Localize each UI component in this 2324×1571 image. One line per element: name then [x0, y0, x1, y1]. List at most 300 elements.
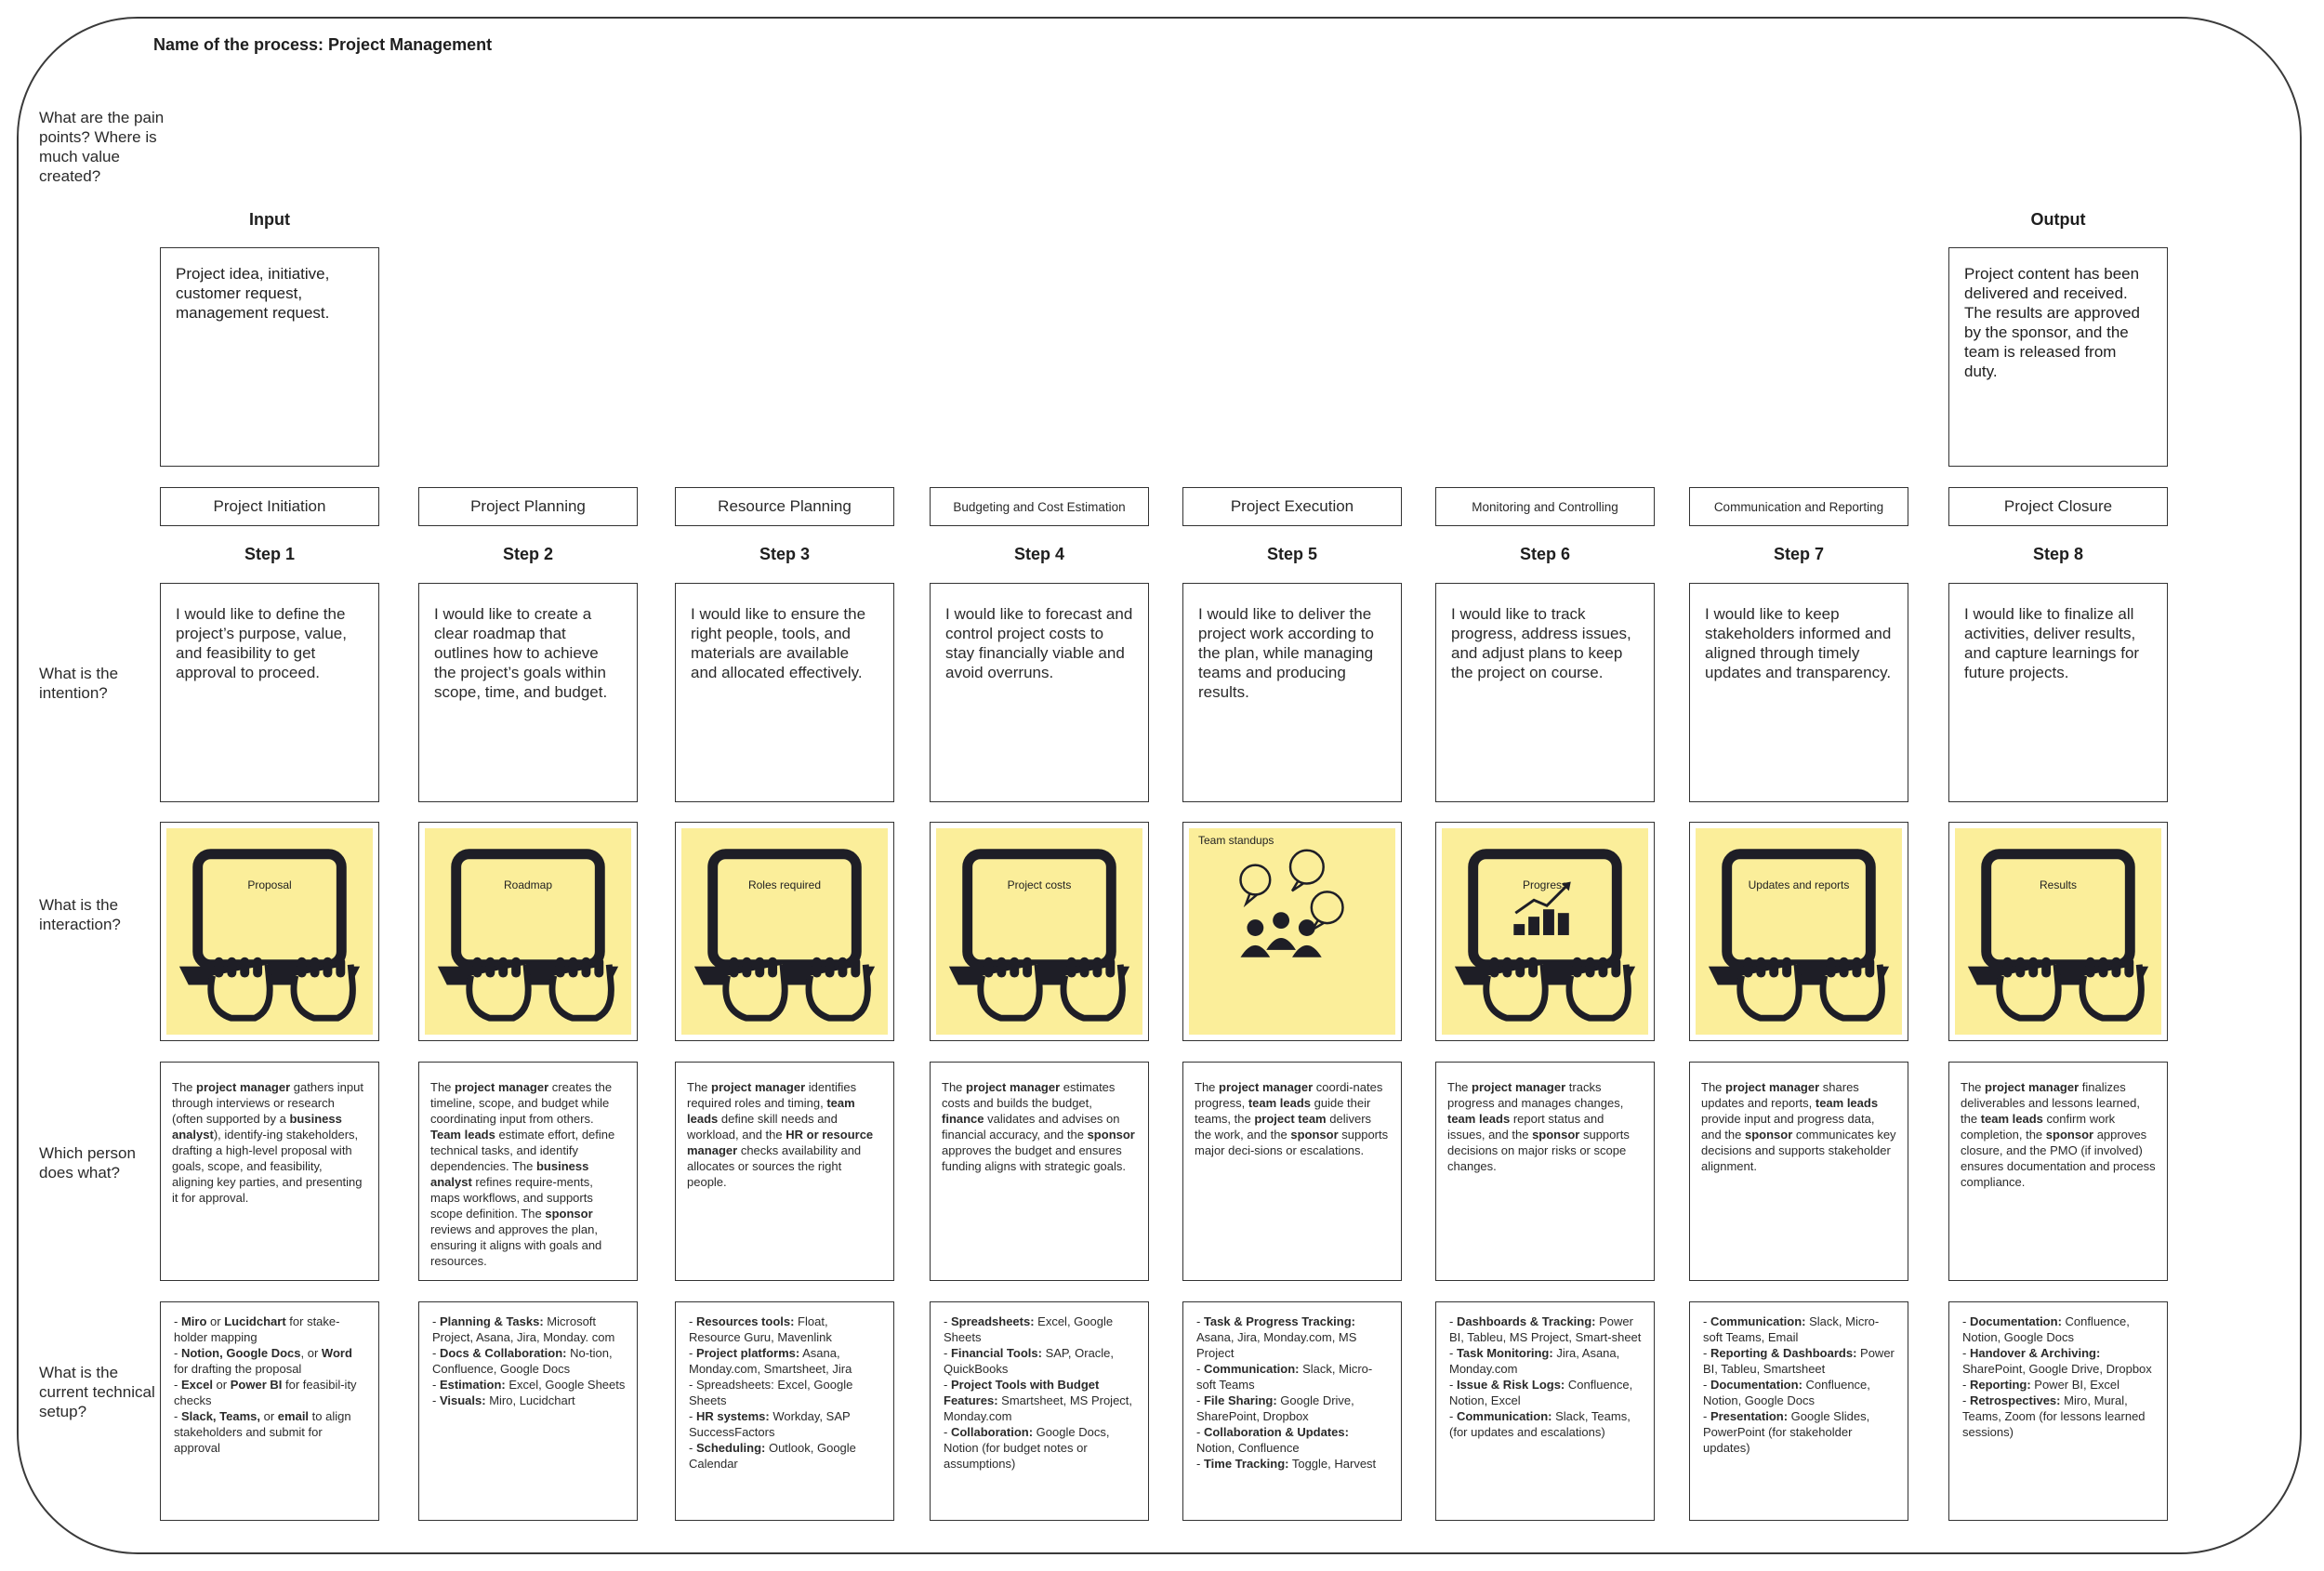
- team-standup-icon: [1189, 828, 1395, 1035]
- text-run: -: [1703, 1314, 1710, 1328]
- intention-card: [1948, 583, 2168, 802]
- step-name-box: [1435, 487, 1655, 526]
- laptop-hands-icon: [166, 828, 373, 1035]
- tech-item: [1196, 1424, 1390, 1456]
- bold-role-text: Communication:: [1456, 1409, 1552, 1423]
- interaction-card: [1435, 822, 1655, 1041]
- sticky-label: Roadmap: [503, 878, 553, 891]
- bold-role-text: Handover & Archiving:: [1969, 1346, 2101, 1360]
- person-card: [418, 1062, 638, 1281]
- hand-shape: [1740, 957, 1799, 1018]
- text-run: report status and issues, and the: [1447, 1112, 1604, 1142]
- text-run: checks availability and allocates or sources the right people.: [687, 1143, 862, 1189]
- interaction-card: [930, 822, 1149, 1041]
- tech-setup-card: [1689, 1301, 1908, 1521]
- laptop-chart-icon: [1442, 828, 1648, 1035]
- text-run: communicates key decisions and supports stakeholder alignment.: [1701, 1128, 1896, 1173]
- intention-text: I would like to finalize all activities, deliver results, and capture learnings for future projects.: [1964, 605, 2140, 681]
- bold-role-text: project team: [1254, 1112, 1327, 1126]
- laptop-screen: [456, 854, 601, 965]
- text-run: The: [1701, 1080, 1726, 1094]
- text-run: Google Docs, Notion (for budget notes or assumptions): [944, 1425, 1110, 1471]
- tech-item: [689, 1408, 882, 1440]
- tech-item: [1703, 1345, 1896, 1377]
- sticky-label: Progress: [1522, 878, 1568, 891]
- hand-shape: [981, 957, 1039, 1018]
- bold-role-text: Project Tools with Budget Features:: [944, 1378, 1100, 1407]
- bold-role-text: HR systems:: [695, 1409, 770, 1423]
- bold-role-text: project manager: [1985, 1080, 2080, 1094]
- hand-shape: [294, 957, 352, 1018]
- step-number: Step 5: [1266, 545, 1318, 563]
- text-run: for drafting the proposal: [174, 1362, 302, 1376]
- bold-role-text: Lucidchart: [224, 1314, 286, 1328]
- text-run: -: [1196, 1362, 1204, 1376]
- laptop-screen: [1727, 854, 1871, 965]
- person-card: [1948, 1062, 2168, 1281]
- interaction-card: [1182, 822, 1402, 1041]
- bold-role-text: Financial Tools:: [950, 1346, 1042, 1360]
- text-run: No-tion, Confluence, Google Docs: [432, 1346, 613, 1376]
- text-run: Slack, Micro-soft Teams: [1196, 1362, 1373, 1392]
- text-run: guide their teams, the: [1195, 1096, 1371, 1126]
- tech-item: [689, 1377, 882, 1408]
- text-run: Asana, Jira, Monday.com, MS Project: [1196, 1330, 1357, 1360]
- bold-role-text: Documentation:: [1710, 1378, 1802, 1392]
- text-run: SAP, Oracle, QuickBooks: [944, 1346, 1115, 1376]
- text-run: Microsoft Project, Asana, Jira, Monday. com: [432, 1314, 615, 1344]
- tech-item: [1449, 1377, 1643, 1408]
- bold-role-text: email: [277, 1409, 310, 1423]
- bold-role-text: Presentation:: [1710, 1409, 1789, 1423]
- bold-role-text: Collaboration:: [950, 1425, 1034, 1439]
- bold-role-text: Reporting:: [1969, 1378, 2031, 1392]
- bold-role-text: Project platforms:: [695, 1346, 800, 1360]
- text-run: Float, Resource Guru, Mavenlink: [689, 1314, 832, 1344]
- text-run: The: [1195, 1080, 1220, 1094]
- text-run: identifies required roles and timing,: [687, 1080, 857, 1110]
- bold-role-text: sponsor: [1532, 1128, 1580, 1142]
- bold-role-text: Notion, Google Docs: [180, 1346, 301, 1360]
- text-run: -: [944, 1346, 951, 1360]
- text-run: reviews and approves the plan, ensuring it aligns with goals and resources.: [430, 1222, 602, 1268]
- intention-text: I would like to track progress, address issues, and adjust plans to keep the project on course.: [1451, 605, 1631, 681]
- text-run: Google Drive, SharePoint, Dropbox: [1196, 1393, 1354, 1423]
- text-run: Power BI, Tableu, Smartsheet: [1703, 1346, 1895, 1376]
- sticky-note: [936, 828, 1142, 1035]
- intention-card: [930, 583, 1149, 802]
- bold-role-text: Slack, Teams,: [180, 1409, 260, 1423]
- input-card: [160, 247, 379, 467]
- interaction-card: [1948, 822, 2168, 1041]
- intention-text: I would like to forecast and control project costs to stay financially viable and avoid overruns.: [945, 605, 1133, 681]
- text-run: Google Slides, PowerPoint (for stakeholder updates): [1703, 1409, 1870, 1455]
- step-name-box: [1689, 487, 1908, 526]
- text-run: approves the budget and ensures funding aligns with strategic goals.: [942, 1143, 1127, 1173]
- text-run: -: [174, 1378, 181, 1392]
- process-title: Name of the process: Project Management: [153, 35, 493, 54]
- step-number: Step 4: [1013, 545, 1065, 563]
- step-number: Step 8: [2032, 545, 2084, 563]
- tech-item: [432, 1393, 626, 1408]
- hand-shape: [211, 957, 270, 1018]
- row-label-tech-setup: What is the current technical setup?: [39, 1364, 155, 1420]
- text-run: -: [1962, 1346, 1970, 1360]
- text-run: -: [944, 1314, 951, 1328]
- tech-setup-card: [160, 1301, 379, 1521]
- output-card: [1948, 247, 2168, 467]
- text-run: The: [1447, 1080, 1472, 1094]
- laptop-screen: [713, 854, 857, 965]
- bold-role-text: Miro: [180, 1314, 207, 1328]
- tech-item: [1962, 1314, 2156, 1345]
- text-run: Excel, Google Sheets: [505, 1378, 626, 1392]
- text-run: or: [206, 1314, 225, 1328]
- sticky-label: Updates and reports: [1748, 878, 1850, 891]
- text-run: creates the timeline, scope, and budget while coordinating input from others.: [430, 1080, 613, 1126]
- tech-item: [1703, 1377, 1896, 1408]
- text-run: The: [1961, 1080, 1986, 1094]
- bold-role-text: project manager: [711, 1080, 806, 1094]
- tech-item: [432, 1345, 626, 1377]
- text-run: to align stakeholders and submit for approval: [174, 1409, 351, 1455]
- interaction-card: [675, 822, 894, 1041]
- bold-role-text: HR or resource manager: [687, 1128, 874, 1157]
- tech-item: [689, 1440, 882, 1472]
- text-run: -: [1196, 1425, 1204, 1439]
- text-run: Miro, Mural, Teams, Zoom (for lessons learned sessions): [1962, 1393, 2146, 1439]
- text-run: -: [432, 1346, 440, 1360]
- step-name-box: [160, 487, 379, 526]
- text-run: for feasibil-ity checks: [174, 1378, 357, 1407]
- step-name-label: Budgeting and Cost Estimation: [953, 499, 1126, 514]
- text-run: Jira, Asana, Monday.com: [1449, 1346, 1620, 1376]
- person-card: [1689, 1062, 1908, 1281]
- step-number: Step 3: [759, 545, 811, 563]
- step-number: Step 2: [502, 545, 554, 563]
- text-run: supports major deci-sions or escalations.: [1195, 1128, 1389, 1157]
- text-run: ), identify-ing stakeholders, drafting a high-level proposal with goals, scope, and feasibility, aligning key parties, and presenting it for approval.: [172, 1128, 363, 1205]
- hand-shape: [2000, 957, 2058, 1018]
- tech-item: [1196, 1393, 1390, 1424]
- text-run: The: [687, 1080, 712, 1094]
- bold-role-text: team leads: [1815, 1096, 1879, 1110]
- step-name-box: [418, 487, 638, 526]
- input-text: Project idea, initiative, customer request, management request.: [176, 265, 330, 322]
- text-run: Confluence, Notion, Google Docs: [1962, 1314, 2130, 1344]
- bold-role-text: sponsor: [1087, 1128, 1135, 1142]
- text-run: for stake-holder mapping: [174, 1314, 340, 1344]
- text-run: provide input and progress data, and the: [1701, 1112, 1875, 1142]
- bold-role-text: Resources tools:: [695, 1314, 795, 1328]
- row-label-pain-points: What are the pain points? Where is much value created?: [39, 109, 165, 185]
- text-run: delivers the work, and the: [1195, 1112, 1372, 1142]
- text-run: The: [430, 1080, 456, 1094]
- text-run: - Spreadsheets: Excel, Google Sheets: [689, 1378, 853, 1407]
- text-run: Power BI, Tableu, MS Project, Smart-sheet: [1449, 1314, 1642, 1344]
- bold-role-text: Spreadsheets:: [950, 1314, 1035, 1328]
- sticky-label: Roles required: [747, 878, 822, 891]
- step-name-box: [675, 487, 894, 526]
- intention-card: [1182, 583, 1402, 802]
- tech-setup-card: [1182, 1301, 1402, 1521]
- text-run: Confluence, Notion, Excel: [1449, 1378, 1633, 1407]
- tech-item: [174, 1314, 367, 1345]
- text-run: -: [1449, 1409, 1457, 1423]
- sticky-label: Team standups: [1198, 834, 1274, 847]
- people-icon: [1241, 912, 1322, 957]
- bold-role-text: Docs & Collaboration:: [439, 1346, 567, 1360]
- sticky-label: Proposal: [247, 878, 292, 891]
- text-run: shares updates and reports,: [1701, 1080, 1859, 1110]
- text-run: -: [174, 1409, 181, 1423]
- bold-role-text: team leads: [1248, 1096, 1312, 1110]
- text-run: -: [174, 1346, 181, 1360]
- tech-item: [1703, 1314, 1896, 1345]
- bold-role-text: project manager: [196, 1080, 291, 1094]
- text-run: Slack, Teams, (for updates and escalations): [1449, 1409, 1631, 1439]
- step-name-box: [930, 487, 1149, 526]
- tech-item: [432, 1377, 626, 1393]
- bold-role-text: Dashboards & Tracking:: [1456, 1314, 1596, 1328]
- intention-card: [1435, 583, 1655, 802]
- tech-item: [944, 1377, 1137, 1424]
- bold-role-text: finance: [942, 1112, 984, 1126]
- text-run: -: [1196, 1457, 1204, 1471]
- person-card: [1182, 1062, 1402, 1281]
- hand-shape: [726, 957, 785, 1018]
- text-run: -: [1962, 1314, 1970, 1328]
- bold-role-text: File Sharing:: [1203, 1393, 1277, 1407]
- text-run: -: [1196, 1393, 1204, 1407]
- step-name-label: Project Execution: [1230, 497, 1354, 515]
- text-run: -: [1703, 1409, 1710, 1423]
- intention-text: I would like to deliver the project work according to the plan, while managing teams and producing results.: [1198, 605, 1374, 701]
- tech-item: [432, 1314, 626, 1345]
- bold-role-text: Power BI: [230, 1378, 283, 1392]
- tech-setup-card: [418, 1301, 638, 1521]
- tech-item: [174, 1345, 367, 1377]
- hand-shape: [809, 957, 867, 1018]
- laptop-hands-icon: [681, 828, 888, 1035]
- text-run: approves closure, and the PMO (if involved) ensures documentation and process compliance.: [1961, 1128, 2156, 1189]
- tech-item: [1196, 1456, 1390, 1472]
- text-run: supports decisions on major risks or scope changes.: [1447, 1128, 1630, 1173]
- bold-role-text: project manager: [1472, 1080, 1566, 1094]
- text-run: or: [260, 1409, 278, 1423]
- text-run: , or: [300, 1346, 322, 1360]
- intention-text: I would like to keep stakeholders informed and aligned through timely updates and transparency.: [1705, 605, 1892, 681]
- step-number: Step 7: [1773, 545, 1825, 563]
- bold-role-text: Retrospectives:: [1969, 1393, 2061, 1407]
- laptop-screen: [968, 854, 1112, 965]
- tech-item: [1449, 1345, 1643, 1377]
- sticky-label: Results: [2039, 878, 2077, 891]
- tech-item: [1449, 1408, 1643, 1440]
- text-run: -: [944, 1425, 951, 1439]
- laptop-hands-icon: [936, 828, 1142, 1035]
- output-heading: Output: [2030, 210, 2086, 229]
- hand-shape: [1823, 957, 1882, 1018]
- bold-role-text: Collaboration & Updates:: [1203, 1425, 1349, 1439]
- text-run: Excel, Google Sheets: [944, 1314, 1114, 1344]
- text-run: Confluence, Notion, Google Docs: [1703, 1378, 1870, 1407]
- text-run: -: [174, 1314, 181, 1328]
- tech-setup-card: [675, 1301, 894, 1521]
- bold-role-text: sponsor: [545, 1207, 593, 1221]
- bold-role-text: Word: [321, 1346, 352, 1360]
- interaction-card: [418, 822, 638, 1041]
- text-run: Slack, Micro-soft Teams, Email: [1703, 1314, 1880, 1344]
- hand-shape: [552, 957, 611, 1018]
- bold-role-text: Task & Progress Tracking:: [1203, 1314, 1355, 1328]
- bold-role-text: sponsor: [1290, 1128, 1339, 1142]
- text-run: Asana, Monday.com, Smartsheet, Jira: [689, 1346, 852, 1376]
- sticky-label: Project costs: [1007, 878, 1072, 891]
- person-card: [160, 1062, 379, 1281]
- step-number: Step 1: [244, 545, 296, 563]
- bold-role-text: Task Monitoring:: [1456, 1346, 1553, 1360]
- bold-role-text: project manager: [1219, 1080, 1314, 1094]
- step-name-label: Communication and Reporting: [1713, 499, 1884, 514]
- laptop-hands-icon: [1696, 828, 1902, 1035]
- sticky-note: [1442, 828, 1648, 1035]
- laptop-hands-icon: [425, 828, 631, 1035]
- tech-item: [944, 1345, 1137, 1377]
- tech-item: [1196, 1314, 1390, 1361]
- text-run: -: [1703, 1346, 1710, 1360]
- intention-card: [675, 583, 894, 802]
- tech-item: [689, 1345, 882, 1377]
- step-name-box: [1182, 487, 1402, 526]
- laptop-screen: [198, 854, 342, 965]
- step-name-box: [1948, 487, 2168, 526]
- text-run: gathers input through interviews or research (often supported by a: [172, 1080, 363, 1126]
- tech-item: [944, 1424, 1137, 1472]
- person-card: [1435, 1062, 1655, 1281]
- sticky-note: [1696, 828, 1902, 1035]
- text-run: -: [1196, 1314, 1204, 1328]
- step-name-label: Monitoring and Controlling: [1472, 499, 1618, 514]
- person-card: [930, 1062, 1149, 1281]
- text-run: Miro, Lucidchart: [485, 1393, 575, 1407]
- speech-bubbles-icon: [1241, 851, 1343, 930]
- bold-role-text: Issue & Risk Logs:: [1456, 1378, 1565, 1392]
- text-run: -: [1703, 1378, 1710, 1392]
- text-run: -: [689, 1346, 696, 1360]
- text-run: The: [942, 1080, 967, 1094]
- text-run: or: [212, 1378, 231, 1392]
- laptop-hands-icon: [1955, 828, 2161, 1035]
- tech-item: [1703, 1408, 1896, 1456]
- intention-text: I would like to ensure the right people, tools, and materials are available and allocated effectively.: [691, 605, 866, 681]
- sticky-note: [1189, 828, 1395, 1035]
- text-run: -: [1449, 1346, 1457, 1360]
- bold-role-text: sponsor: [2045, 1128, 2094, 1142]
- tech-item: [174, 1408, 367, 1456]
- bold-role-text: project manager: [1725, 1080, 1820, 1094]
- row-label-intention: What is the intention?: [39, 665, 119, 702]
- text-run: -: [432, 1393, 440, 1407]
- sticky-note: [681, 828, 888, 1035]
- intention-text: I would like to create a clear roadmap that outlines how to achieve the project’s goals within scope, time, and budget.: [434, 605, 608, 701]
- text-run: -: [432, 1378, 440, 1392]
- text-run: Workday, SAP SuccessFactors: [689, 1409, 851, 1439]
- text-run: confirm work completion, the: [1961, 1112, 2116, 1142]
- text-run: -: [944, 1378, 951, 1392]
- text-run: finalizes deliverables and lessons learned, the: [1961, 1080, 2140, 1126]
- person-card: [675, 1062, 894, 1281]
- intention-card: [418, 583, 638, 802]
- hand-shape: [1486, 957, 1545, 1018]
- hand-shape: [1569, 957, 1628, 1018]
- tech-item: [1196, 1361, 1390, 1393]
- bold-role-text: Communication:: [1710, 1314, 1806, 1328]
- text-run: tracks progress and manages changes,: [1447, 1080, 1624, 1110]
- step-name-label: Resource Planning: [718, 497, 852, 515]
- tech-item: [944, 1314, 1137, 1345]
- bold-role-text: sponsor: [1745, 1128, 1793, 1142]
- bold-role-text: Communication:: [1203, 1362, 1300, 1376]
- tech-item: [689, 1314, 882, 1345]
- input-heading: Input: [249, 210, 290, 229]
- tech-item: [1962, 1393, 2156, 1440]
- bold-role-text: team leads: [1447, 1112, 1511, 1126]
- text-run: -: [1962, 1378, 1970, 1392]
- step-name-label: Project Initiation: [213, 497, 326, 515]
- text-run: estimate effort, define technical tasks, and identify dependencies. The: [430, 1128, 615, 1173]
- tech-setup-card: [1435, 1301, 1655, 1521]
- text-run: -: [1449, 1378, 1457, 1392]
- text-run: The: [172, 1080, 197, 1094]
- text-run: Toggle, Harvest: [1288, 1457, 1377, 1471]
- text-run: Power BI, Excel: [2030, 1378, 2120, 1392]
- text-run: validates and advises on financial accuracy, and the: [942, 1112, 1120, 1142]
- bold-role-text: team leads: [1980, 1112, 2043, 1126]
- text-run: refines require-ments, maps workflows, and supports scope definition. The: [430, 1175, 593, 1221]
- hand-shape: [1063, 957, 1122, 1018]
- sticky-note: [166, 828, 373, 1035]
- hand-shape: [469, 957, 528, 1018]
- text-run: -: [1962, 1393, 1970, 1407]
- sticky-note: [1955, 828, 2161, 1035]
- tech-setup-card: [930, 1301, 1149, 1521]
- text-run: -: [1449, 1314, 1457, 1328]
- bold-role-text: business analyst: [172, 1112, 342, 1142]
- bold-role-text: Visuals:: [439, 1393, 486, 1407]
- step-name-label: Project Planning: [470, 497, 586, 515]
- intention-card: [1689, 583, 1908, 802]
- intention-card: [160, 583, 379, 802]
- interaction-card: [160, 822, 379, 1041]
- row-label-interaction: What is the interaction?: [39, 896, 121, 933]
- interaction-card: [1689, 822, 1908, 1041]
- bold-role-text: Planning & Tasks:: [439, 1314, 544, 1328]
- tech-item: [1962, 1345, 2156, 1377]
- bold-role-text: project manager: [455, 1080, 549, 1094]
- text-run: -: [689, 1441, 696, 1455]
- text-run: -: [432, 1314, 440, 1328]
- bold-role-text: Estimation:: [439, 1378, 506, 1392]
- text-run: coordi-nates progress,: [1195, 1080, 1383, 1110]
- step-name-label: Project Closure: [2003, 497, 2113, 515]
- text-run: -: [689, 1409, 696, 1423]
- row-label-person: Which person does what?: [39, 1144, 136, 1182]
- bold-role-text: business analyst: [430, 1159, 589, 1189]
- bold-role-text: Reporting & Dashboards:: [1710, 1346, 1857, 1360]
- text-run: Smartsheet, MS Project, Monday.com: [944, 1393, 1133, 1423]
- sticky-note: [425, 828, 631, 1035]
